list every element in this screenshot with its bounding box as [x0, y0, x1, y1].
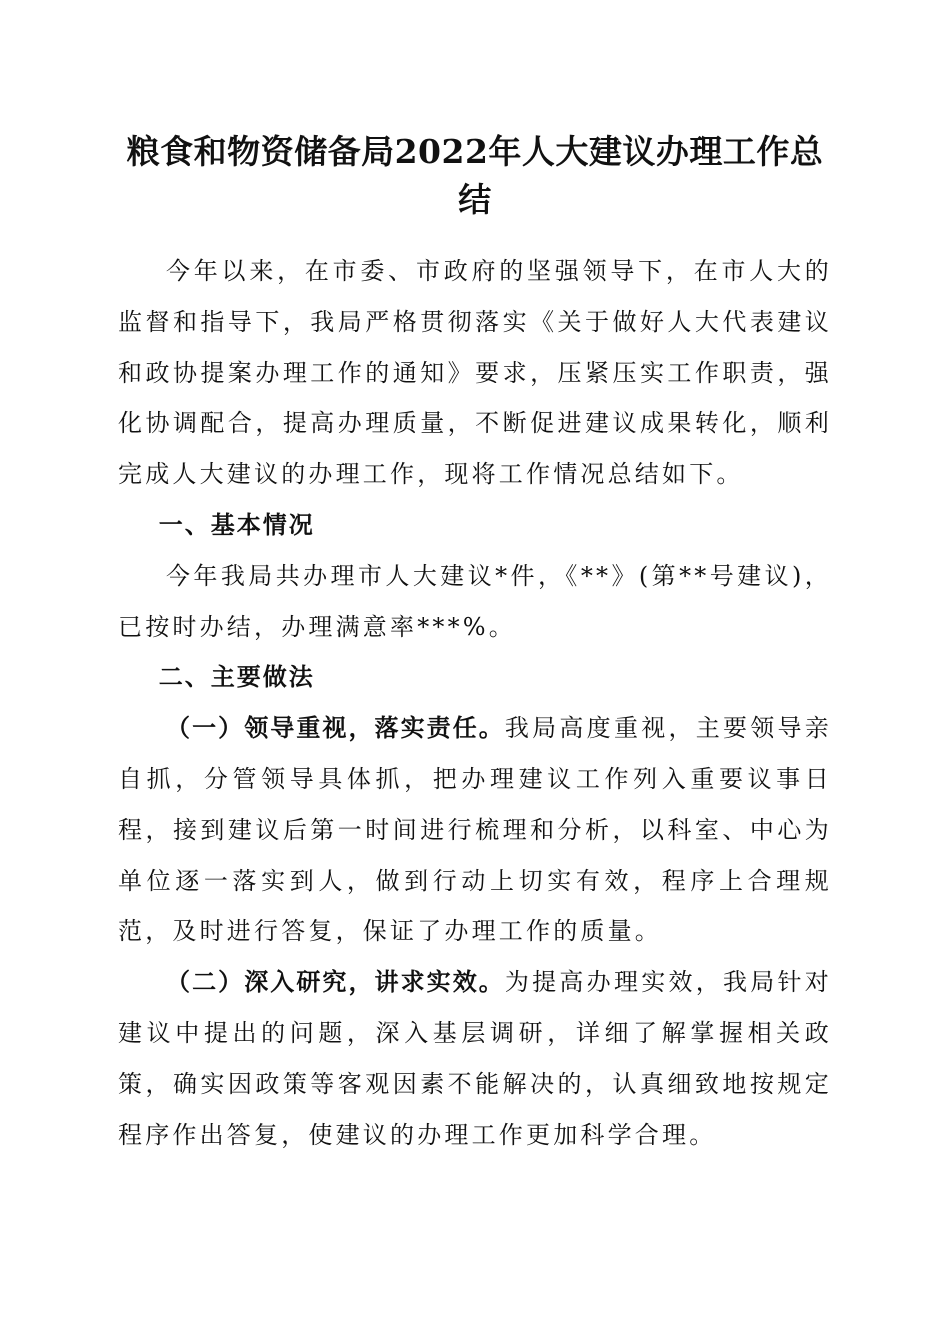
practice-1-lead: （一）领导重视，落实责任。: [166, 714, 505, 743]
basic-situation-paragraph: 今年我局共办理市人大建议*件，《**》(第**号建议)，已按时办结，办理满意率***%。: [118, 561, 832, 641]
section-heading-basic: 一、基本情况: [158, 510, 315, 539]
practice-paragraph-1: [118, 703, 832, 957]
intro-paragraph: 今年以来，在市委、市政府的坚强领导下，在市人大的监督和指导下，我局严格贯彻落实《关于做好人大代表建议和政协提案办理工作的通知》要求，压紧压实工作职责，强化协调配合，提高办理质量，不断促进建议成果转化，顺利完成人大建议的办理工作，现将工作情况总结如下。: [118, 257, 832, 489]
document-body: [118, 246, 832, 1160]
section-heading-practices: 二、主要做法: [158, 663, 315, 692]
document-title: 粮食和物资储备局2022年人大建议办理工作总结: [126, 132, 824, 219]
practice-2-lead: （二）深入研究，讲求实效。: [166, 968, 505, 997]
practice-1-text: 我局高度重视，主要领导亲自抓，分管领导具体抓，把办理建议工作列入重要议事日程，接到建议后第一时间进行梳理和分析，以科室、中心为单位逐一落实到人，做到行动上切实有效，程序上合理规范，及时进行答复，保证了办理工作的质量。: [118, 714, 833, 946]
practice-paragraph-2: [118, 957, 832, 1160]
practice-2-text: 为提高办理实效，我局针对建议中提出的问题，深入基层调研，详细了解掌握相关政策，确实因政策等客观因素不能解决的，认真细致地按规定程序作出答复，使建议的办理工作更加科学合理。: [118, 968, 833, 1149]
